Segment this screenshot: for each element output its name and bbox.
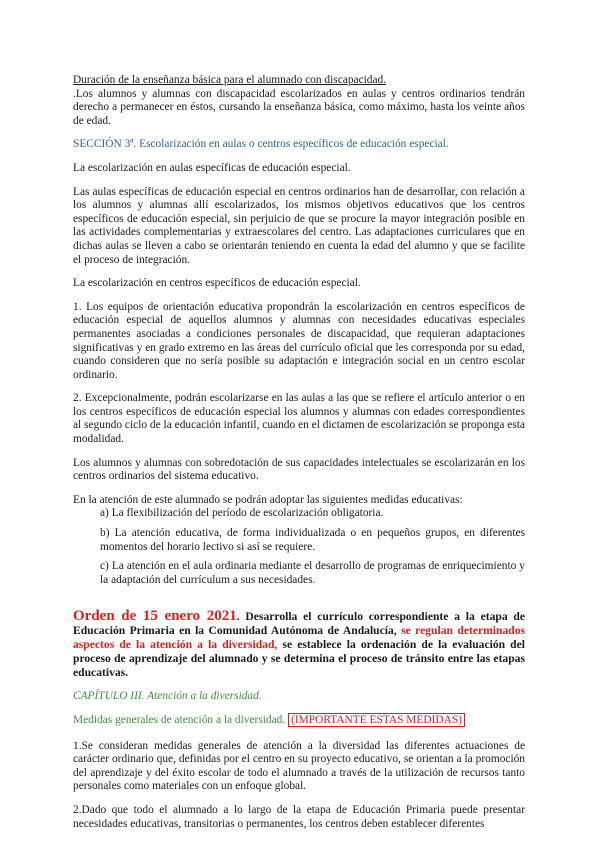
paragraph-aulas: Las aulas específicas de educación especial en centros ordinarios han de desarrollar, con relación a los alumnos y alumnas allí escolarizados, los mismos objetivos educativos que los centros específicos de educación especial, sin perjuicio de que se procure la mayor integración posible en las actividades complementarias y extraescolares del centro. Las adaptaciones curriculares que en dichas aulas se lleven a cabo se orientarán teniendo en cuenta la edad del alumno y que se facilite el proceso de integración. [73,185,525,266]
chapter-heading: CAPÍTULO III. Atención a la diversidad. [73,690,262,703]
paragraph-medidas-1: 1.Se consideran medidas generales de atención a la diversidad las diferentes actuaciones de carácter ordinario que, definidas por el centro en su proyecto educativo, se orientan a la promoción del aprendizaje y del éxito escolar de todo el alumnado a través de la utilización de recursos tanto personales como materiales con un enfoque global. [73,739,525,793]
section-title-duracion: Duración de la enseñanza básica para el alumnado con discapacidad. [73,74,387,86]
paragraph-centros-1: 1. Los equipos de orientación educativa propondrán la escolarización en centros específicos de educación especial de aquellos alumnos y alumnas con necesidades educativas especiales permanentes asociadas a condiciones personales de discapacidad, que requieran adaptaciones significativas y en grado extremo en las áreas del currículo oficial que les corresponda por su edad, cuando consideren que no sería posible su adaptación e integración social en un centro escolar ordinario. [73,300,525,381]
subheading-aulas: La escolarización en aulas específicas de educación especial. [73,161,351,174]
subheading-medidas: Medidas generales de atención a la diversidad. (IMPORTANTE ESTAS MEDIDAS) [73,714,525,728]
paragraph-duracion: .Los alumnos y alumnas con discapacidad escolarizados en aulas y centros ordinarios tendrán derecho a permanecer en éstos, cursando la enseñanza básica, como máximo, hasta los veinte años de edad. [73,87,525,127]
document-page [73,74,525,831]
paragraph-medidas-intro: En la atención de este alumnado se podrán adoptar las siguientes medidas educativas: [73,493,463,506]
list-item: a) La flexibilización del período de escolarización obligatoria. [100,507,384,520]
orden-heading: Orden de 15 enero 2021. Desarrolla el currículo correspondiente a la etapa de Educación Primaria en la Comunidad Autónoma de Andalucía, se regulan determinados aspectos de la atención a la diversidad, se establece la ordenación de la evaluación del proceso de aprendizaje del alumnado y se determina el proceso de tránsito entre las etapas educativas. [73,608,526,680]
orden-highlight: se regulan determinados aspectos de la atención a la diversidad, [73,624,526,652]
subheading-centros: La escolarización en centros específicos de educación especial. [73,277,361,290]
paragraph-centros-2: 2. Excepcionalmente, podrán escolarizarse en las aulas a las que se refiere el artículo anterior o en los centros específicos de educación especial los alumnos y alumnas con edades correspondientes al segundo ciclo de la educación infantil, cuando en el dictamen de escolarización se proponga esta modalidad. [73,392,525,446]
list-item: c) La atención en el aula ordinaria mediante el desarrollo de programas de enriquecimiento y la adaptación del currículum a sus necesidades. [100,560,525,586]
orden-date: Orden de 15 enero 2021 [73,608,237,625]
paragraph-sobredotacion: Los alumnos y alumnas con sobredotación de sus capacidades intelectuales se escolarizarán en los centros ordinarios del sistema educativo. [73,456,525,483]
list-item: b) La atención educativa, de forma individualizada o en pequeños grupos, en diferentes momentos del horario lectivo si así se requiere. [100,527,525,553]
section-heading-sec3: SECCIÓN 3ª. Escolarización en aulas o centros específicos de educación especial. [73,138,449,151]
importance-badge: (IMPORTANTE ESTAS MEDIDAS) [288,713,465,727]
paragraph-medidas-2: 2.Dado que todo el alumnado a lo largo de la etapa de Educación Primaria puede presentar necesidades educativas, transitorias o permanentes, los centros deben establecer diferentes [73,803,525,830]
measures-list [73,507,525,587]
